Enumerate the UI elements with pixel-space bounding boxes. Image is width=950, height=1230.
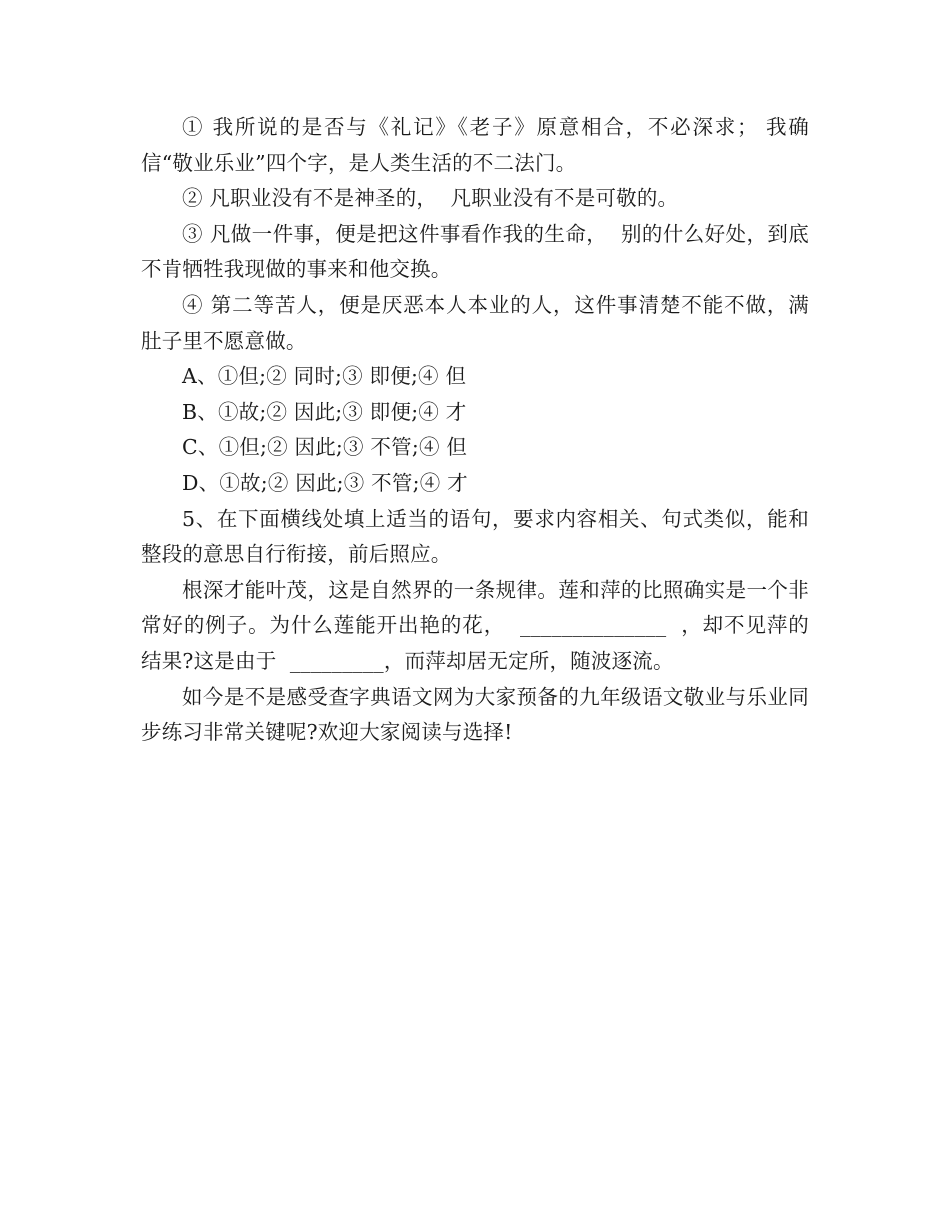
- closing-paragraph: 如今是不是感受查字典语文网为大家预备的九年级语文敬业与乐业同步练习非常关键呢?欢迎大家阅读与选择!: [141, 684, 809, 745]
- statement-1: ① 我所说的是否与《礼记》《老子》原意相合，不必深求； 我确信“敬业乐业”四个字，是人类生活的不二法门。: [141, 115, 809, 175]
- statement-4: ④ 第二等苦人，便是厌恶本人本业的人，这件事清楚不能不做，满肚子里不愿意做。: [141, 292, 809, 353]
- fill-in-passage: 根深才能叶茂，这是自然界的一条规律。莲和萍的比照确实是一个非常好的例子。为什么莲能开出艳的花， ______________ ，却不见萍的结果?这是由于 _________，而萍却居无定所，随波逐流。: [141, 577, 809, 673]
- document-page: [141, 110, 809, 751]
- statement-3: ③ 凡做一件事，便是把这件事看作我的生命， 别的什么好处，到底不肯牺牲我现做的事来和他交换。: [141, 221, 809, 282]
- question-5: 5、在下面横线处填上适当的语句，要求内容相关、句式类似，能和整段的意思自行衔接，前后照应。: [141, 506, 809, 567]
- option-b: B、①故;② 因此;③ 即便;④ 才: [182, 399, 467, 424]
- option-a: A、①但;② 同时;③ 即便;④ 但: [182, 364, 467, 389]
- option-d: D、①故;② 因此;③ 不管;④ 才: [182, 470, 468, 495]
- statement-2: ② 凡职业没有不是神圣的， 凡职业没有不是可敬的。: [182, 186, 679, 211]
- option-c: C、①但;② 因此;③ 不管;④ 但: [182, 435, 468, 460]
